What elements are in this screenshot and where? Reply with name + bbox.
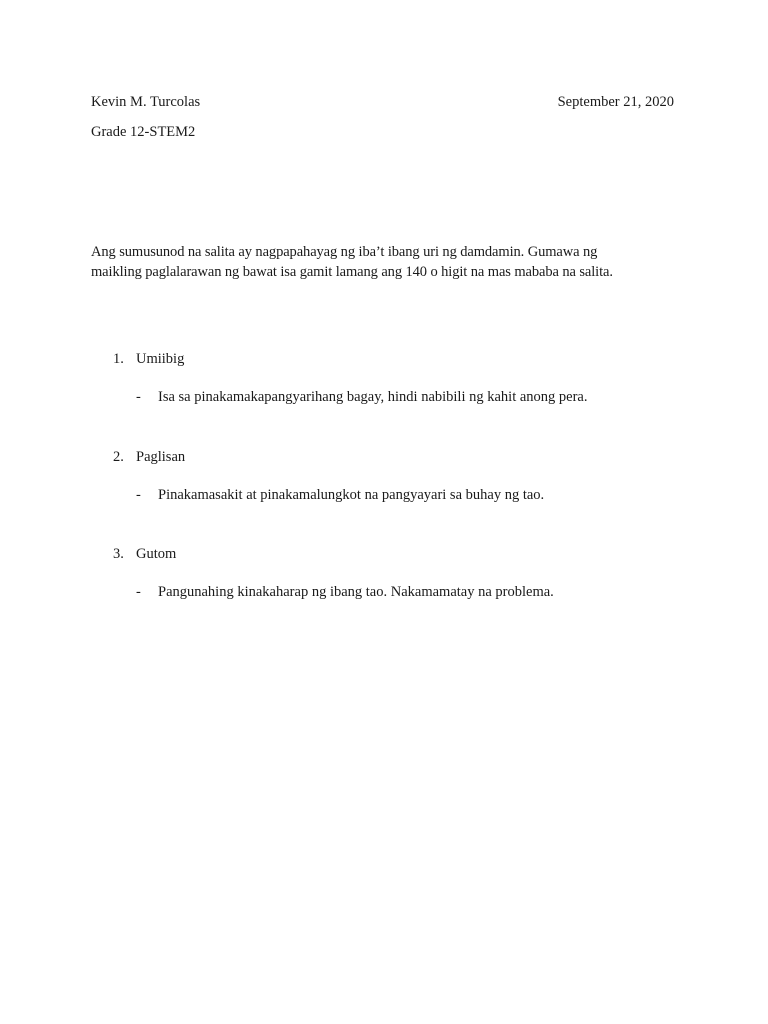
list-item-number: 1. <box>113 351 124 367</box>
description-text: Isa sa pinakamakapangyarihang bagay, hindi nabibili ng kahit anong pera. <box>158 389 588 405</box>
list-item-word: Paglisan <box>136 449 186 465</box>
description-text: Pangunahing kinakaharap ng ibang tao. Nakamamatay na problema. <box>158 584 554 600</box>
list-item-2-description <box>136 486 544 504</box>
instructions-paragraph <box>91 242 681 282</box>
dash-bullet: - <box>136 584 141 600</box>
list-item-number: 2. <box>113 449 124 465</box>
description-text: Pinakamasakit at pinakamalungkot na pangyayari sa buhay ng tao. <box>158 487 545 503</box>
list-item-word: Umiibig <box>136 351 185 367</box>
instructions-line-1: Ang sumusunod na salita ay nagpapahayag ng iba’t ibang uri ng damdamin. Gumawa ng <box>91 244 598 260</box>
list-item-3 <box>113 545 176 563</box>
document-date: September 21, 2020 <box>557 94 674 110</box>
list-item-1-description <box>136 388 588 406</box>
grade-section: Grade 12-STEM2 <box>91 124 196 140</box>
list-item-word: Gutom <box>136 546 177 562</box>
list-item-1 <box>113 350 184 368</box>
list-item-3-description <box>136 583 554 601</box>
student-name: Kevin M. Turcolas <box>91 94 201 110</box>
dash-bullet: - <box>136 487 141 503</box>
list-item-2 <box>113 448 185 466</box>
list-item-number: 3. <box>113 546 124 562</box>
dash-bullet: - <box>136 389 141 405</box>
instructions-line-2: maikling paglalarawan ng bawat isa gamit lamang ang 140 o higit na mas mababa na salita. <box>91 264 613 280</box>
header-row <box>91 93 674 111</box>
